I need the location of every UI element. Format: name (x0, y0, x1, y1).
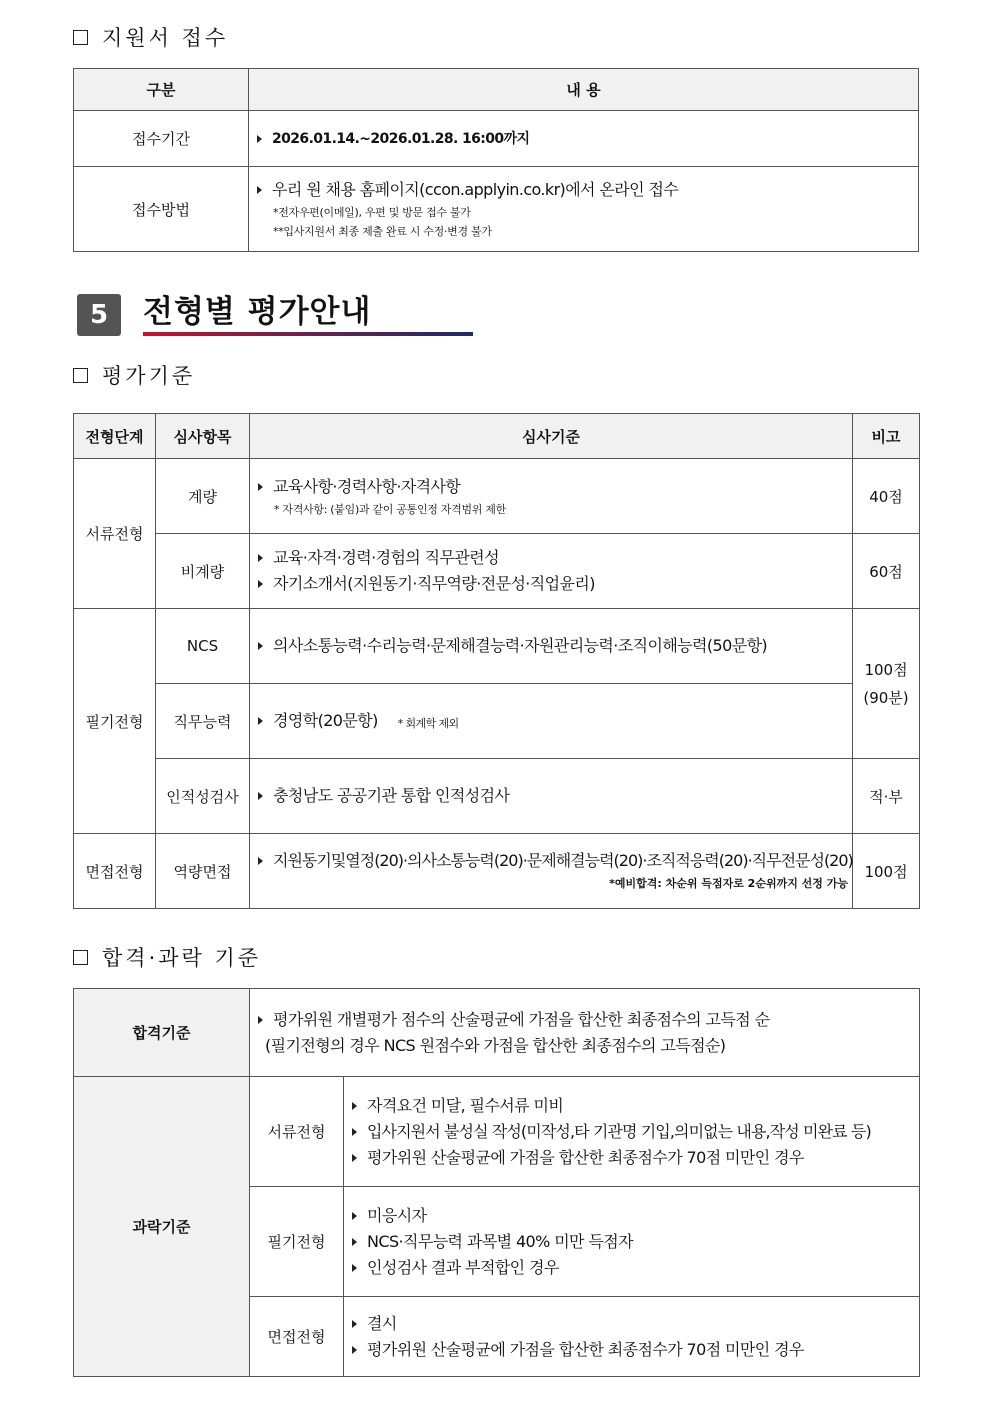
checkbox-square-icon (73, 368, 88, 383)
written-remark-score: 100점 (864, 660, 908, 679)
bullet-triangle-icon (352, 1154, 357, 1162)
fail-criteria-interview (344, 1297, 920, 1377)
criteria-note: * 자격사항: (붙임)과 같이 공통인정 자격범위 제한 (274, 502, 506, 516)
section-title-apply (73, 22, 228, 52)
eval-item-personality: 인적성검사 (156, 759, 250, 834)
section-title-pass-text: 합격·과락 기준 (102, 946, 262, 970)
apply-method-label: 접수방법 (74, 167, 249, 252)
fail-text: 입사지원서 불성실 작성(미작성,타 기관명 기입,의미없는 내용,작성 미완료 등) (367, 1121, 871, 1141)
fail-text: 인성검사 결과 부적합인 경우 (367, 1257, 559, 1277)
written-remark-time: (90분) (863, 688, 909, 707)
bullet-triangle-icon (258, 792, 263, 800)
apply-method-note-1: *전자우편(이메일), 우편 및 방문 접수 불가 (273, 206, 471, 219)
eval-criteria-nonquant (250, 534, 853, 609)
fail-criteria-written (344, 1187, 920, 1297)
apply-method-note-2: **입사지원서 최종 제출 완료 시 수정·변경 불가 (273, 225, 492, 238)
eval-table (73, 413, 920, 909)
bullet-triangle-icon (352, 1320, 357, 1328)
eval-stage-written: 필기전형 (74, 609, 156, 834)
eval-remark-quant: 40점 (853, 459, 920, 534)
pass-text-sub: (필기전형의 경우 NCS 원점수와 가점을 합산한 최종점수의 고득점순) (265, 1035, 726, 1055)
fail-stage-interview: 면접전형 (250, 1297, 344, 1377)
criteria-right-note: *예비합격: 차순위 득점자로 2순위까지 선정 가능 (609, 877, 848, 890)
bullet-triangle-icon (258, 1016, 263, 1024)
eval-item-quant: 계량 (156, 459, 250, 534)
checkbox-square-icon (73, 30, 88, 45)
bullet-triangle-icon (352, 1238, 357, 1246)
fail-text: 미응시자 (367, 1205, 427, 1225)
eval-stage-doc: 서류전형 (74, 459, 156, 609)
criteria-text: 교육사항·경력사항·자격사항 (273, 476, 461, 496)
bullet-triangle-icon (352, 1102, 357, 1110)
criteria-text: 교육·자격·경력·경험의 직무관련성 (273, 548, 499, 567)
pass-table (73, 988, 920, 1377)
bullet-triangle-icon (258, 483, 263, 491)
fail-text: 평가위원 산술평균에 가점을 합산한 최종점수가 70점 미만인 경우 (367, 1339, 804, 1359)
pass-criteria-cell (250, 989, 920, 1077)
apply-method-value: 우리 원 채용 홈페이지(ccon.applyin.co.kr)에서 온라인 접수 (272, 180, 679, 199)
eval-item-nonquant: 비계량 (156, 534, 250, 609)
fail-criteria-doc (344, 1077, 920, 1187)
apply-period-cell (249, 111, 919, 167)
bullet-triangle-icon (352, 1264, 357, 1272)
fail-label: 과락기준 (74, 1077, 250, 1377)
apply-table (73, 68, 919, 252)
bullet-triangle-icon (258, 717, 263, 725)
eval-header-item: 심사항목 (156, 414, 250, 459)
bullet-triangle-icon (352, 1128, 357, 1136)
eval-criteria-job (250, 684, 853, 759)
eval-item-ncs: NCS (156, 609, 250, 684)
fail-stage-doc: 서류전형 (250, 1077, 344, 1187)
fail-text: 자격요건 미달, 필수서류 미비 (367, 1095, 564, 1115)
criteria-text: 지원동기및열정(20)·의사소통능력(20)·문제해결능력(20)·조직적응력(20)·직무전문성(20) (273, 851, 853, 870)
apply-period-value: 2026.01.14.~2026.01.28. 16:00까지 (272, 130, 530, 147)
bullet-triangle-icon (258, 580, 263, 588)
bullet-triangle-icon (257, 186, 262, 194)
apply-header-category: 구분 (74, 69, 249, 111)
criteria-text: 충청남도 공공기관 통합 인적성검사 (273, 786, 510, 805)
checkbox-square-icon (73, 950, 88, 965)
eval-remark-personality: 적·부 (853, 759, 920, 834)
bullet-triangle-icon (352, 1346, 357, 1354)
criteria-inline-note: * 회계학 제외 (397, 717, 459, 730)
apply-period-label: 접수기간 (74, 111, 249, 167)
fail-text: 결시 (367, 1313, 397, 1333)
eval-criteria-personality (250, 759, 853, 834)
section-title-apply-text: 지원서 접수 (102, 26, 229, 50)
pass-text: 평가위원 개별평가 점수의 산술평균에 가점을 합산한 최종점수의 고득점 순 (273, 1009, 770, 1029)
criteria-text: 자기소개서(지원동기·직무역량·전문성·직업윤리) (273, 574, 595, 593)
bullet-triangle-icon (258, 554, 263, 562)
criteria-text: 의사소통능력·수리능력·문제해결능력·자원관리능력·조직이해능력(50문항) (273, 636, 768, 655)
apply-header-content: 내 용 (249, 69, 919, 111)
apply-method-cell (249, 167, 919, 252)
eval-item-interview: 역량면접 (156, 834, 250, 909)
fail-text: 평가위원 산술평균에 가점을 합산한 최종점수가 70점 미만인 경우 (367, 1147, 804, 1167)
eval-criteria-interview (250, 834, 853, 909)
eval-remark-nonquant: 60점 (853, 534, 920, 609)
fail-text: NCS·직무능력 과목별 40% 미만 득점자 (367, 1231, 633, 1251)
banner-title: 전형별 평가안내 (143, 294, 372, 330)
pass-label: 합격기준 (74, 989, 250, 1077)
bullet-triangle-icon (352, 1212, 357, 1220)
bullet-triangle-icon (258, 857, 263, 865)
eval-item-job: 직무능력 (156, 684, 250, 759)
section-number-badge: 5 (77, 294, 121, 336)
bullet-triangle-icon (257, 135, 262, 143)
eval-header-remark: 비고 (853, 414, 920, 459)
criteria-text: 경영학(20문항) (273, 711, 378, 730)
banner-underline (143, 332, 473, 336)
section-title-eval (73, 360, 195, 390)
eval-remark-interview: 100점 (853, 834, 920, 909)
section-title-eval-text: 평가기준 (102, 364, 196, 388)
fail-stage-written: 필기전형 (250, 1187, 344, 1297)
eval-criteria-quant (250, 459, 853, 534)
eval-remark-written (853, 609, 920, 759)
section-title-pass (73, 942, 261, 972)
bullet-triangle-icon (258, 642, 263, 650)
eval-header-stage: 전형단계 (74, 414, 156, 459)
eval-header-criteria: 심사기준 (250, 414, 853, 459)
eval-criteria-ncs (250, 609, 853, 684)
eval-stage-interview: 면접전형 (74, 834, 156, 909)
